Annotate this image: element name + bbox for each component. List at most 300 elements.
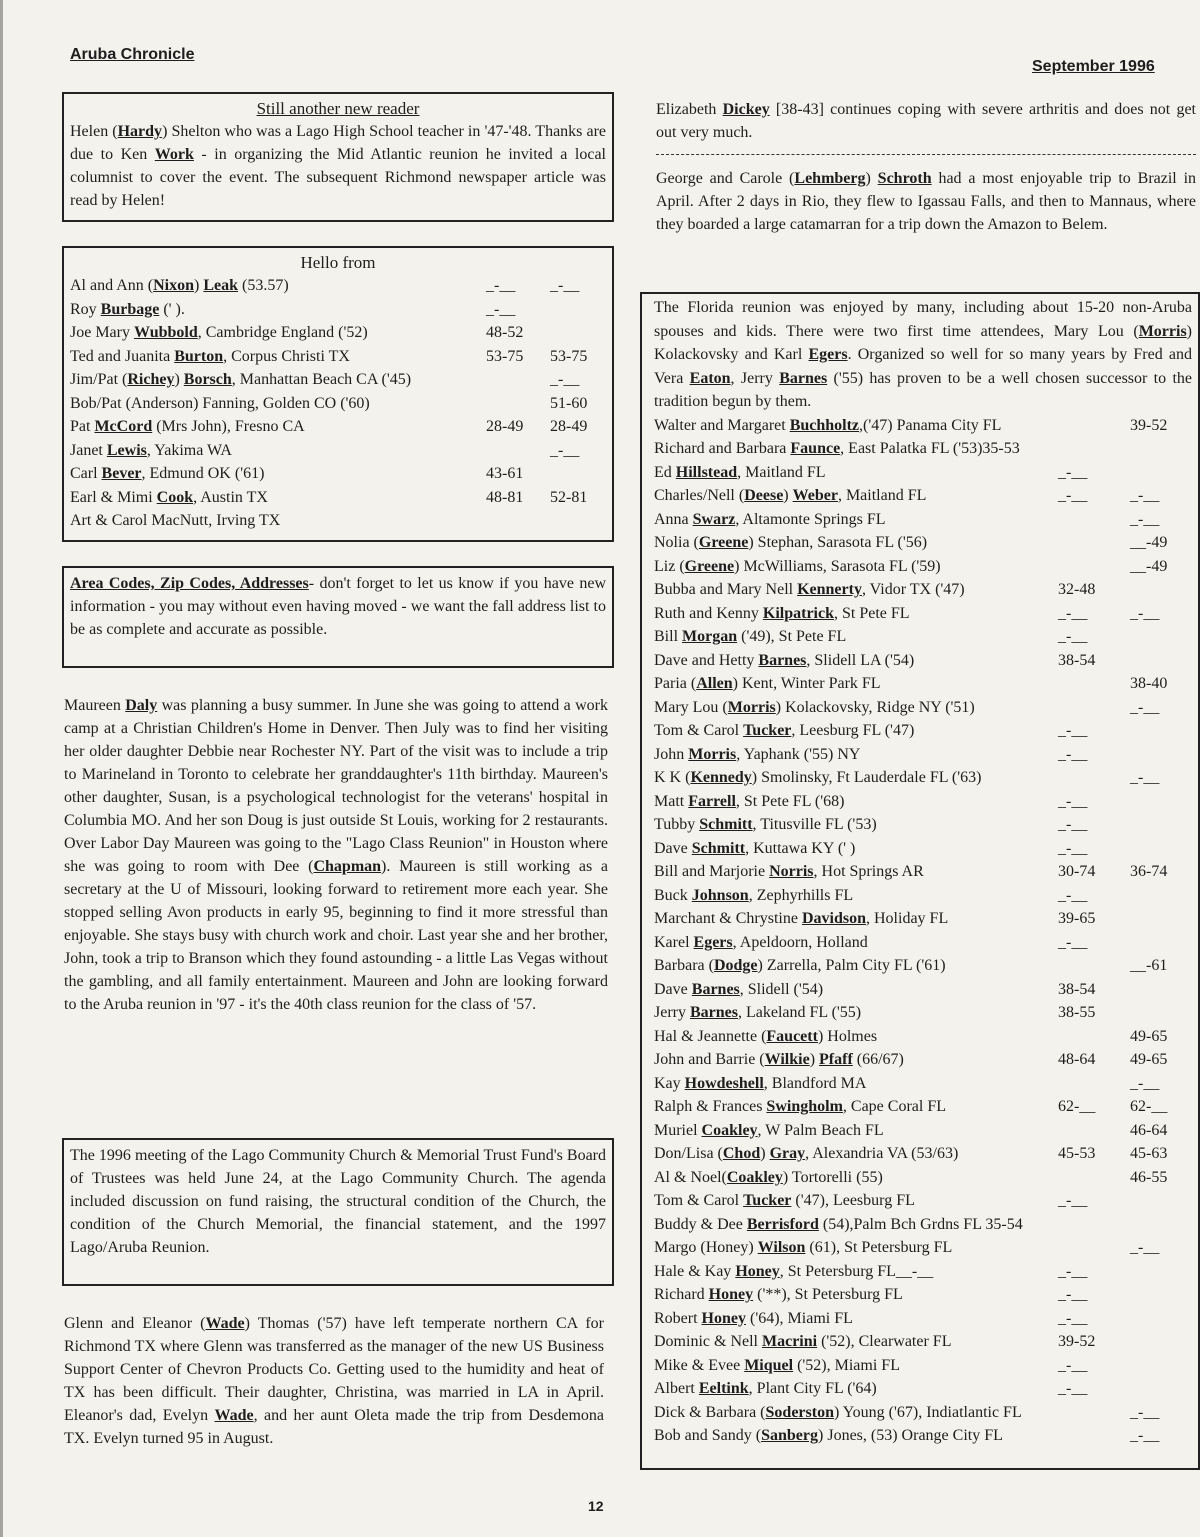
entry-name: Buck Johnson, Zephyrhills FL <box>654 886 854 904</box>
florida-entry <box>654 1025 1192 1049</box>
years-column-2: _-__ <box>550 441 580 459</box>
florida-entry <box>654 578 1192 602</box>
hello-entry <box>70 298 606 322</box>
years-column-1: _-__ <box>486 277 516 294</box>
area-codes-text: Area Codes, Zip Codes, Addresses- don't forget to let us know if you have new information - you may without even having moved - we want the fall address list to be as complete and accurate as possible. <box>70 575 606 638</box>
years-column-2 <box>1130 1213 1192 1237</box>
entry-name: Hal & Jeannette (Faucett) Holmes <box>654 1027 878 1045</box>
years-column-1 <box>486 509 550 533</box>
surname-highlight: Barnes <box>689 1004 738 1021</box>
surname-highlight: Howdeshell <box>684 1074 764 1092</box>
surname-highlight: Burton <box>174 347 224 365</box>
years-column-1: _-__ <box>1058 1286 1088 1303</box>
years-column-2 <box>1130 1283 1192 1307</box>
entry-name: Don/Lisa (Chod) Gray, Alexandria VA (53/63) <box>654 1145 959 1162</box>
name-highlight: Dickey <box>722 101 770 118</box>
dickey-article: Elizabeth Dickey [38-43] continues coping with severe arthritis and does not get out very much. <box>656 101 1196 141</box>
years-column-1: _-__ <box>1058 792 1088 810</box>
surname-highlight: Leak <box>203 277 239 294</box>
years-column-2 <box>1130 1377 1192 1401</box>
surname-highlight: Barnes <box>758 651 807 669</box>
entry-name: Walter and Margaret Buchholtz,('47) Panama City FL <box>654 416 1002 434</box>
years-column-2: 51-60 <box>550 394 588 412</box>
surname-highlight: Morris <box>727 698 776 716</box>
surname-highlight: Nixon <box>153 277 195 294</box>
florida-entry <box>654 1072 1192 1096</box>
area-codes-heading: Area Codes, Zip Codes, Addresses <box>70 575 309 592</box>
entry-name: K K (Kennedy) Smolinsky, Ft Lauderdale FL ('63) <box>654 769 982 786</box>
surname-highlight: Borsch <box>183 371 232 388</box>
surname-highlight: McCord <box>94 418 153 435</box>
years-column-1: 45-53 <box>1058 1145 1096 1162</box>
surname-highlight: Pfaff <box>819 1051 853 1068</box>
area-codes-box <box>62 566 614 668</box>
years-column-1 <box>1058 508 1130 532</box>
surname-highlight: Sanberg <box>761 1427 819 1444</box>
entry-name: Ralph & Frances Swingholm, Cape Coral FL <box>654 1098 946 1115</box>
years-column-2: _-__ <box>550 371 580 388</box>
surname-highlight: Bever <box>101 465 142 482</box>
daly-article: Maureen Daly was planning a busy summer. In June she was going to attend a work camp at a Christian Children's Home in Denver. Then July was to find her visiting her older daughter Debbie near Rochester NY. Part of the visit was to include a trip to Marineland in Toronto to celebrate her granddaughter's 11th birthday. Maureen's other daughter, Susan, is a psychological technologist for the veterans' hospital in Columbia MO. And her son Doug is just outside St Louis, working for 2 restaurants. Over Labor Day Maureen was going to the "Lago Class Reunion" in Houston where she was going to room with Dee (Chapman). Maureen is still working as a secretary at the U of Missouri, looking forward to retirement more each year. She stopped selling Avon products in early 95, beginning to find it more stressful than enjoyable. She stays busy with church work and choir. Last year she and her brother, John, took a trip to Branson which they found astounding - a little Las Vegas without the gambling, and all family entertainment. Maureen and John are looking forward to the Aruba reunion in '97 - it's the 40th class reunion for the class of '57. <box>64 697 609 1013</box>
years-column-1 <box>1058 696 1130 720</box>
years-column-2: 53-75 <box>550 347 588 365</box>
years-column-2: 38-40 <box>1130 675 1168 692</box>
name-highlight: Work <box>154 146 194 163</box>
publication-title: Aruba Chronicle <box>70 46 195 63</box>
years-column-1 <box>1058 1401 1130 1425</box>
new-reader-box <box>62 92 614 222</box>
florida-entry <box>654 414 1192 438</box>
years-column-1: _-__ <box>1058 1380 1088 1397</box>
years-column-2: 49-65 <box>1130 1051 1168 1068</box>
years-column-2: 36-74 <box>1130 863 1168 880</box>
years-column-2: _-__ <box>1130 698 1160 716</box>
wade-article: Glenn and Eleanor (Wade) Thomas ('57) have left temperate northern CA for Richmond TX where Glenn was transferred as the manager of the new US Business Support Center of Chevron Products Co. Getting used to the humidity and heat of TX has been difficult. Their daughter, Christina, was married in LA in April. Eleanor's dad, Evelyn Wade, and her aunt Oleta made the trip from Desdemona TX. Evelyn turned 95 in August. <box>64 1315 605 1447</box>
entry-name: Richard and Barbara Faunce, East Palatka FL ('53)35-53 <box>654 440 1020 457</box>
years-column-1 <box>1058 1236 1130 1260</box>
entry-name: Karel Egers, Apeldoorn, Holland <box>654 933 868 951</box>
years-column-1 <box>1058 672 1130 696</box>
years-column-1: _-__ <box>1058 604 1088 622</box>
years-column-1 <box>1058 1119 1130 1143</box>
years-column-2: 28-49 <box>550 418 588 435</box>
years-column-1: _-__ <box>1058 886 1088 904</box>
surname-highlight: Cook <box>156 488 194 506</box>
years-column-2: 46-55 <box>1130 1168 1168 1186</box>
surname-highlight: Deese <box>744 487 784 504</box>
entry-name: Muriel Coakley, W Palm Beach FL <box>654 1121 884 1139</box>
years-column-1 <box>1058 766 1130 790</box>
entry-name: Dominic & Nell Macrini ('52), Clearwater FL <box>654 1333 952 1350</box>
years-column-2: _-__ <box>1130 1427 1160 1444</box>
surname-highlight: Buchholtz <box>789 416 860 434</box>
hello-entry <box>70 415 606 439</box>
entry-name: Mike & Evee Miquel ('52), Miami FL <box>654 1356 900 1374</box>
years-column-2 <box>1130 884 1192 908</box>
florida-entry <box>654 696 1192 720</box>
years-column-2 <box>1130 1330 1192 1354</box>
florida-entry <box>654 437 1192 461</box>
florida-entry <box>654 531 1192 555</box>
new-reader-text: Helen (Hardy) Shelton who was a Lago High School teacher in '47-'48. Thanks are due to Ken Work - in organizing the Mid Atlantic reunion he invited a local columnist to cover the event. The subsequent Richmond newspaper article was read by Helen! <box>70 123 607 209</box>
years-column-1: 30-74 <box>1058 863 1096 880</box>
entry-name: John and Barrie (Wilkie) Pfaff (66/67) <box>654 1051 904 1068</box>
years-column-2 <box>1130 837 1192 861</box>
florida-entry <box>654 790 1192 814</box>
name-highlight: Schroth <box>877 170 932 187</box>
hello-entry <box>70 509 606 533</box>
entry-name: Ed Hillstead, Maitland FL <box>654 463 826 481</box>
years-column-1: 38-54 <box>1058 651 1096 669</box>
entry-name: Paria (Allen) Kent, Winter Park FL <box>654 675 881 692</box>
entry-name: Richard Honey ('**), St Petersburg FL <box>654 1286 903 1303</box>
years-column-2: __-61 <box>1130 957 1168 974</box>
entry-name: Jerry Barnes, Lakeland FL ('55) <box>654 1004 862 1021</box>
surname-highlight: Chod <box>722 1145 761 1162</box>
years-column-2: _-__ <box>1130 510 1160 528</box>
florida-entry <box>654 1283 1192 1307</box>
florida-entry <box>654 1354 1192 1378</box>
years-column-2 <box>1130 790 1192 814</box>
surname-highlight: Greene <box>698 534 749 551</box>
florida-entry <box>654 1213 1192 1237</box>
florida-entry <box>654 602 1192 626</box>
surname-highlight: Tucker <box>743 722 792 739</box>
entry-name: Marchant & Chrystine Davidson, Holiday FL <box>654 910 949 927</box>
name-highlight: Hardy <box>117 123 163 140</box>
hello-entry <box>70 368 606 392</box>
years-column-2 <box>1130 719 1192 743</box>
years-column-1: _-__ <box>486 300 516 318</box>
years-column-1: 28-49 <box>486 418 524 435</box>
surname-highlight: Swingholm <box>766 1098 843 1115</box>
entry-name: Matt Farrell, St Pete FL ('68) <box>654 792 845 810</box>
entry-name: Anna Swarz, Altamonte Springs FL <box>654 510 886 528</box>
years-column-2 <box>1130 1260 1192 1284</box>
entry-name: Bubba and Mary Nell Kennerty, Vidor TX ('47) <box>654 581 965 598</box>
entry-name: Bill Morgan ('49), St Pete FL <box>654 628 847 645</box>
hello-entry <box>70 439 606 463</box>
florida-entry <box>654 672 1192 696</box>
years-column-1 <box>1058 437 1130 461</box>
years-column-1 <box>1058 1025 1130 1049</box>
church-box <box>62 1138 614 1286</box>
years-column-1: _-__ <box>1058 933 1088 951</box>
surname-highlight: Soderston <box>765 1403 834 1421</box>
years-column-2 <box>550 462 606 486</box>
years-column-1: 39-65 <box>1058 910 1096 927</box>
years-column-1: 48-52 <box>486 324 524 341</box>
surname-highlight: Wilkie <box>764 1051 810 1068</box>
florida-entry <box>654 1260 1192 1284</box>
entry-name: Tubby Schmitt, Titusville FL ('53) <box>654 816 877 833</box>
surname-highlight: Miquel <box>744 1356 794 1374</box>
surname-highlight: Honey <box>701 1309 746 1327</box>
surname-highlight: Davidson <box>801 910 866 927</box>
entry-name: Charles/Nell (Deese) Weber, Maitland FL <box>654 487 927 504</box>
florida-entry <box>654 743 1192 767</box>
surname-highlight: Eeltink <box>698 1380 749 1397</box>
surname-highlight: Wilson <box>757 1239 806 1256</box>
years-column-2 <box>1130 743 1192 767</box>
years-column-1: 38-55 <box>1058 1004 1096 1021</box>
name-highlight: Chapman <box>313 858 382 875</box>
surname-highlight: Kennedy <box>690 769 752 786</box>
surname-highlight: Hillstead <box>675 463 738 481</box>
entry-name: Bob/Pat (Anderson) Fanning, Golden CO ('60) <box>70 394 370 412</box>
hello-entry <box>70 462 606 486</box>
years-column-2 <box>1130 1189 1192 1213</box>
years-column-2: 45-63 <box>1130 1145 1168 1162</box>
entry-name: Ted and Juanita Burton, Corpus Christi TX <box>70 347 350 365</box>
years-column-2 <box>1130 625 1192 649</box>
years-column-1: _-__ <box>1058 816 1088 833</box>
florida-entry <box>654 649 1192 673</box>
entry-name: Kay Howdeshell, Blandford MA <box>654 1074 867 1092</box>
surname-highlight: Lewis <box>106 441 147 459</box>
years-column-1: _-__ <box>1058 1356 1088 1374</box>
years-column-2 <box>1130 649 1192 673</box>
entry-name: Pat McCord (Mrs John), Fresno CA <box>70 418 305 435</box>
name-highlight: Lehmberg <box>794 170 866 187</box>
years-column-1 <box>1058 954 1130 978</box>
hello-from-title: Hello from <box>300 253 376 272</box>
entry-name: Bill and Marjorie Norris, Hot Springs AR <box>654 863 924 880</box>
issue-date: September 1996 <box>1032 58 1155 75</box>
florida-entry <box>654 484 1192 508</box>
florida-entry <box>654 555 1192 579</box>
years-column-1: _-__ <box>1058 839 1088 857</box>
entry-name: Dave and Hetty Barnes, Slidell LA ('54) <box>654 651 915 669</box>
years-column-1: 32-48 <box>1058 581 1096 598</box>
entry-name: John Morris, Yaphank ('55) NY <box>654 745 861 763</box>
florida-entry <box>654 860 1192 884</box>
entry-name: Dave Barnes, Slidell ('54) <box>654 980 824 998</box>
years-column-1 <box>1058 1213 1130 1237</box>
years-column-1: _-__ <box>1058 1309 1088 1327</box>
years-column-1 <box>1058 555 1130 579</box>
entry-name: Tom & Carol Tucker ('47), Leesburg FL <box>654 1192 915 1209</box>
florida-entry <box>654 1001 1192 1025</box>
years-column-1: 48-64 <box>1058 1051 1096 1068</box>
surname-highlight: Faucett <box>766 1027 818 1045</box>
name-highlight: Wade <box>205 1315 245 1332</box>
florida-entry <box>654 766 1192 790</box>
hello-entry <box>70 345 606 369</box>
years-column-1 <box>1058 1166 1130 1190</box>
surname-highlight: Gray <box>769 1145 806 1162</box>
years-column-2: 52-81 <box>550 488 588 506</box>
years-column-1 <box>1058 1072 1130 1096</box>
years-column-2 <box>550 321 606 345</box>
florida-entry <box>654 1236 1192 1260</box>
entry-name: Buddy & Dee Berrisford (54),Palm Bch Grdns FL 35-54 <box>654 1215 1023 1233</box>
entry-name: Joe Mary Wubbold, Cambridge England ('52) <box>70 324 368 341</box>
years-column-1 <box>1058 531 1130 555</box>
surname-highlight: Faunce <box>790 440 841 457</box>
florida-entry <box>654 461 1192 485</box>
years-column-1: _-__ <box>1058 745 1088 763</box>
years-column-2: _-__ <box>1130 1239 1160 1256</box>
years-column-2: __-49 <box>1130 534 1168 551</box>
florida-intro: The Florida reunion was enjoyed by many, including about 15-20 non-Aruba spouses and kids. There were two first time attendees, Mary Lou (Morris) Kolackovsky and Karl Egers. Organized so well for so many years by Fred and Vera Eaton, Jerry Barnes ('55) has proven to be a well chosen successor to the tradition begun by them. <box>654 299 1192 410</box>
hello-from-box <box>62 246 614 542</box>
surname-highlight: Burbage <box>100 300 160 318</box>
years-column-1: 48-81 <box>486 488 524 506</box>
years-column-2 <box>1130 437 1192 461</box>
florida-entry <box>654 884 1192 908</box>
surname-highlight: Honey <box>735 1262 780 1280</box>
surname-highlight: Coakley <box>701 1121 758 1139</box>
years-column-1 <box>486 439 550 463</box>
years-column-2 <box>1130 1354 1192 1378</box>
surname-highlight: Honey <box>708 1286 754 1303</box>
florida-entry <box>654 1119 1192 1143</box>
entry-name: Bob and Sandy (Sanberg) Jones, (53) Orange City FL <box>654 1427 1003 1444</box>
entry-name: Mary Lou (Morris) Kolackovsky, Ridge NY ('51) <box>654 698 975 716</box>
entry-name: Janet Lewis, Yakima WA <box>70 441 232 459</box>
florida-entry <box>654 931 1192 955</box>
florida-entry <box>654 1095 1192 1119</box>
church-text: The 1996 meeting of the Lago Community Church & Memorial Trust Fund's Board of Trustees was held June 24, at the Lago Community Church. The agenda included discussion on fund raising, the structural condition of the Church, the condition of the Church Memorial, the financial statement, and the 1997 Lago/Aruba Reunion. <box>70 1147 606 1256</box>
entry-name: Art & Carol MacNutt, Irving TX <box>70 512 281 529</box>
entry-name: Hale & Kay Honey, St Petersburg FL__-__ <box>654 1262 934 1280</box>
years-column-2 <box>1130 1307 1192 1331</box>
entry-name: Liz (Greene) McWilliams, Sarasota FL ('59) <box>654 557 941 575</box>
years-column-1: 53-75 <box>486 347 524 365</box>
surname-highlight: Morgan <box>682 628 738 645</box>
entry-name: Barbara (Dodge) Zarrella, Palm City FL ('61) <box>654 957 946 974</box>
years-column-1: _-__ <box>1058 628 1088 645</box>
surname-highlight: Coakley <box>726 1168 783 1186</box>
florida-entry <box>654 837 1192 861</box>
florida-attendee-list <box>654 414 1192 1448</box>
surname-highlight: Norris <box>769 863 814 880</box>
florida-reunion-box <box>640 292 1200 1470</box>
florida-entry <box>654 719 1192 743</box>
years-column-1: _-__ <box>1058 722 1088 739</box>
florida-entry <box>654 1424 1192 1448</box>
florida-entry <box>654 1142 1192 1166</box>
hello-entry <box>70 392 606 416</box>
name-highlight: Wade <box>214 1407 254 1424</box>
years-column-1: _-__ <box>1058 1262 1088 1280</box>
years-column-1: _-__ <box>1058 463 1088 481</box>
name-highlight: Eaton <box>689 369 731 387</box>
florida-entry <box>654 1189 1192 1213</box>
surname-highlight: Morris <box>688 745 737 763</box>
years-column-1 <box>1058 1424 1130 1448</box>
years-column-2: _-__ <box>1130 487 1160 504</box>
florida-entry <box>654 625 1192 649</box>
entry-name: Robert Honey ('64), Miami FL <box>654 1309 853 1327</box>
years-column-1 <box>486 392 550 416</box>
years-column-1 <box>1058 414 1130 438</box>
florida-entry <box>654 954 1192 978</box>
entry-name: Jim/Pat (Richey) Borsch, Manhattan Beach CA ('45) <box>70 371 412 388</box>
entry-name: Margo (Honey) Wilson (61), St Petersburg FL <box>654 1239 953 1256</box>
surname-highlight: Greene <box>684 557 735 575</box>
years-column-2: _-__ <box>1130 604 1160 622</box>
surname-highlight: Dodge <box>713 957 758 974</box>
surname-highlight: Wubbold <box>133 324 198 341</box>
years-column-2: 39-52 <box>1130 416 1168 434</box>
florida-entry <box>654 1048 1192 1072</box>
name-highlight: Barnes <box>779 369 828 387</box>
years-column-2: 62-__ <box>1130 1098 1168 1115</box>
years-column-2 <box>1130 931 1192 955</box>
florida-entry <box>654 1307 1192 1331</box>
years-column-2: __-49 <box>1130 557 1168 575</box>
entry-name: Dick & Barbara (Soderston) Young ('67), Indiatlantic FL <box>654 1403 1022 1421</box>
years-column-1: _-__ <box>1058 1192 1088 1209</box>
surname-highlight: Schmitt <box>699 816 753 833</box>
scan-edge <box>0 0 3 1537</box>
entry-name: Albert Eeltink, Plant City FL ('64) <box>654 1380 877 1397</box>
surname-highlight: Tucker <box>743 1192 792 1209</box>
surname-highlight: Macrini <box>761 1333 818 1350</box>
surname-highlight: Barnes <box>691 980 740 998</box>
new-reader-title: Still another new reader <box>256 99 420 118</box>
entry-name: Al & Noel(Coakley) Tortorelli (55) <box>654 1168 883 1186</box>
surname-highlight: Allen <box>696 675 733 692</box>
years-column-2 <box>550 509 606 533</box>
years-column-1: 62-__ <box>1058 1098 1096 1115</box>
florida-entry <box>654 1330 1192 1354</box>
years-column-2 <box>1130 907 1192 931</box>
years-column-2 <box>1130 1001 1192 1025</box>
surname-highlight: Farrell <box>688 792 736 810</box>
years-column-1: _-__ <box>1058 487 1088 504</box>
surname-highlight: Schmitt <box>691 839 746 857</box>
hello-list <box>70 274 606 533</box>
years-column-2 <box>1130 813 1192 837</box>
years-column-2 <box>1130 578 1192 602</box>
years-column-2: _-__ <box>1130 769 1160 786</box>
entry-name: Carl Bever, Edmund OK ('61) <box>70 465 265 482</box>
entry-name: Dave Schmitt, Kuttawa KY (' ) <box>654 839 856 857</box>
entry-name: Nolia (Greene) Stephan, Sarasota FL ('56) <box>654 534 928 551</box>
entry-name: Ruth and Kenny Kilpatrick, St Pete FL <box>654 604 910 622</box>
years-column-1: 39-52 <box>1058 1333 1096 1350</box>
years-column-2: _-__ <box>550 277 580 294</box>
florida-entry <box>654 508 1192 532</box>
years-column-2 <box>1130 978 1192 1002</box>
years-column-2: 49-65 <box>1130 1027 1168 1045</box>
surname-highlight: Weber <box>792 487 838 504</box>
years-column-2: 46-64 <box>1130 1121 1168 1139</box>
name-highlight: Egers <box>808 346 848 363</box>
surname-highlight: Richey <box>127 371 175 388</box>
years-column-2: _-__ <box>1130 1074 1160 1092</box>
surname-highlight: Swarz <box>692 510 736 528</box>
surname-highlight: Johnson <box>691 886 749 904</box>
years-column-2 <box>550 298 606 322</box>
page-number: 12 <box>588 1498 604 1514</box>
years-column-2 <box>1130 461 1192 485</box>
name-highlight: Daly <box>125 697 158 714</box>
hello-entry <box>70 274 606 298</box>
years-column-1: 38-54 <box>1058 980 1096 998</box>
years-column-1 <box>486 368 550 392</box>
years-column-2: _-__ <box>1130 1403 1160 1421</box>
entry-name: Al and Ann (Nixon) Leak (53.57) <box>70 277 289 294</box>
hello-entry <box>70 321 606 345</box>
name-highlight: Morris <box>1138 322 1187 340</box>
entry-name: Roy Burbage (' ). <box>70 300 185 318</box>
hello-entry <box>70 486 606 510</box>
florida-entry <box>654 978 1192 1002</box>
